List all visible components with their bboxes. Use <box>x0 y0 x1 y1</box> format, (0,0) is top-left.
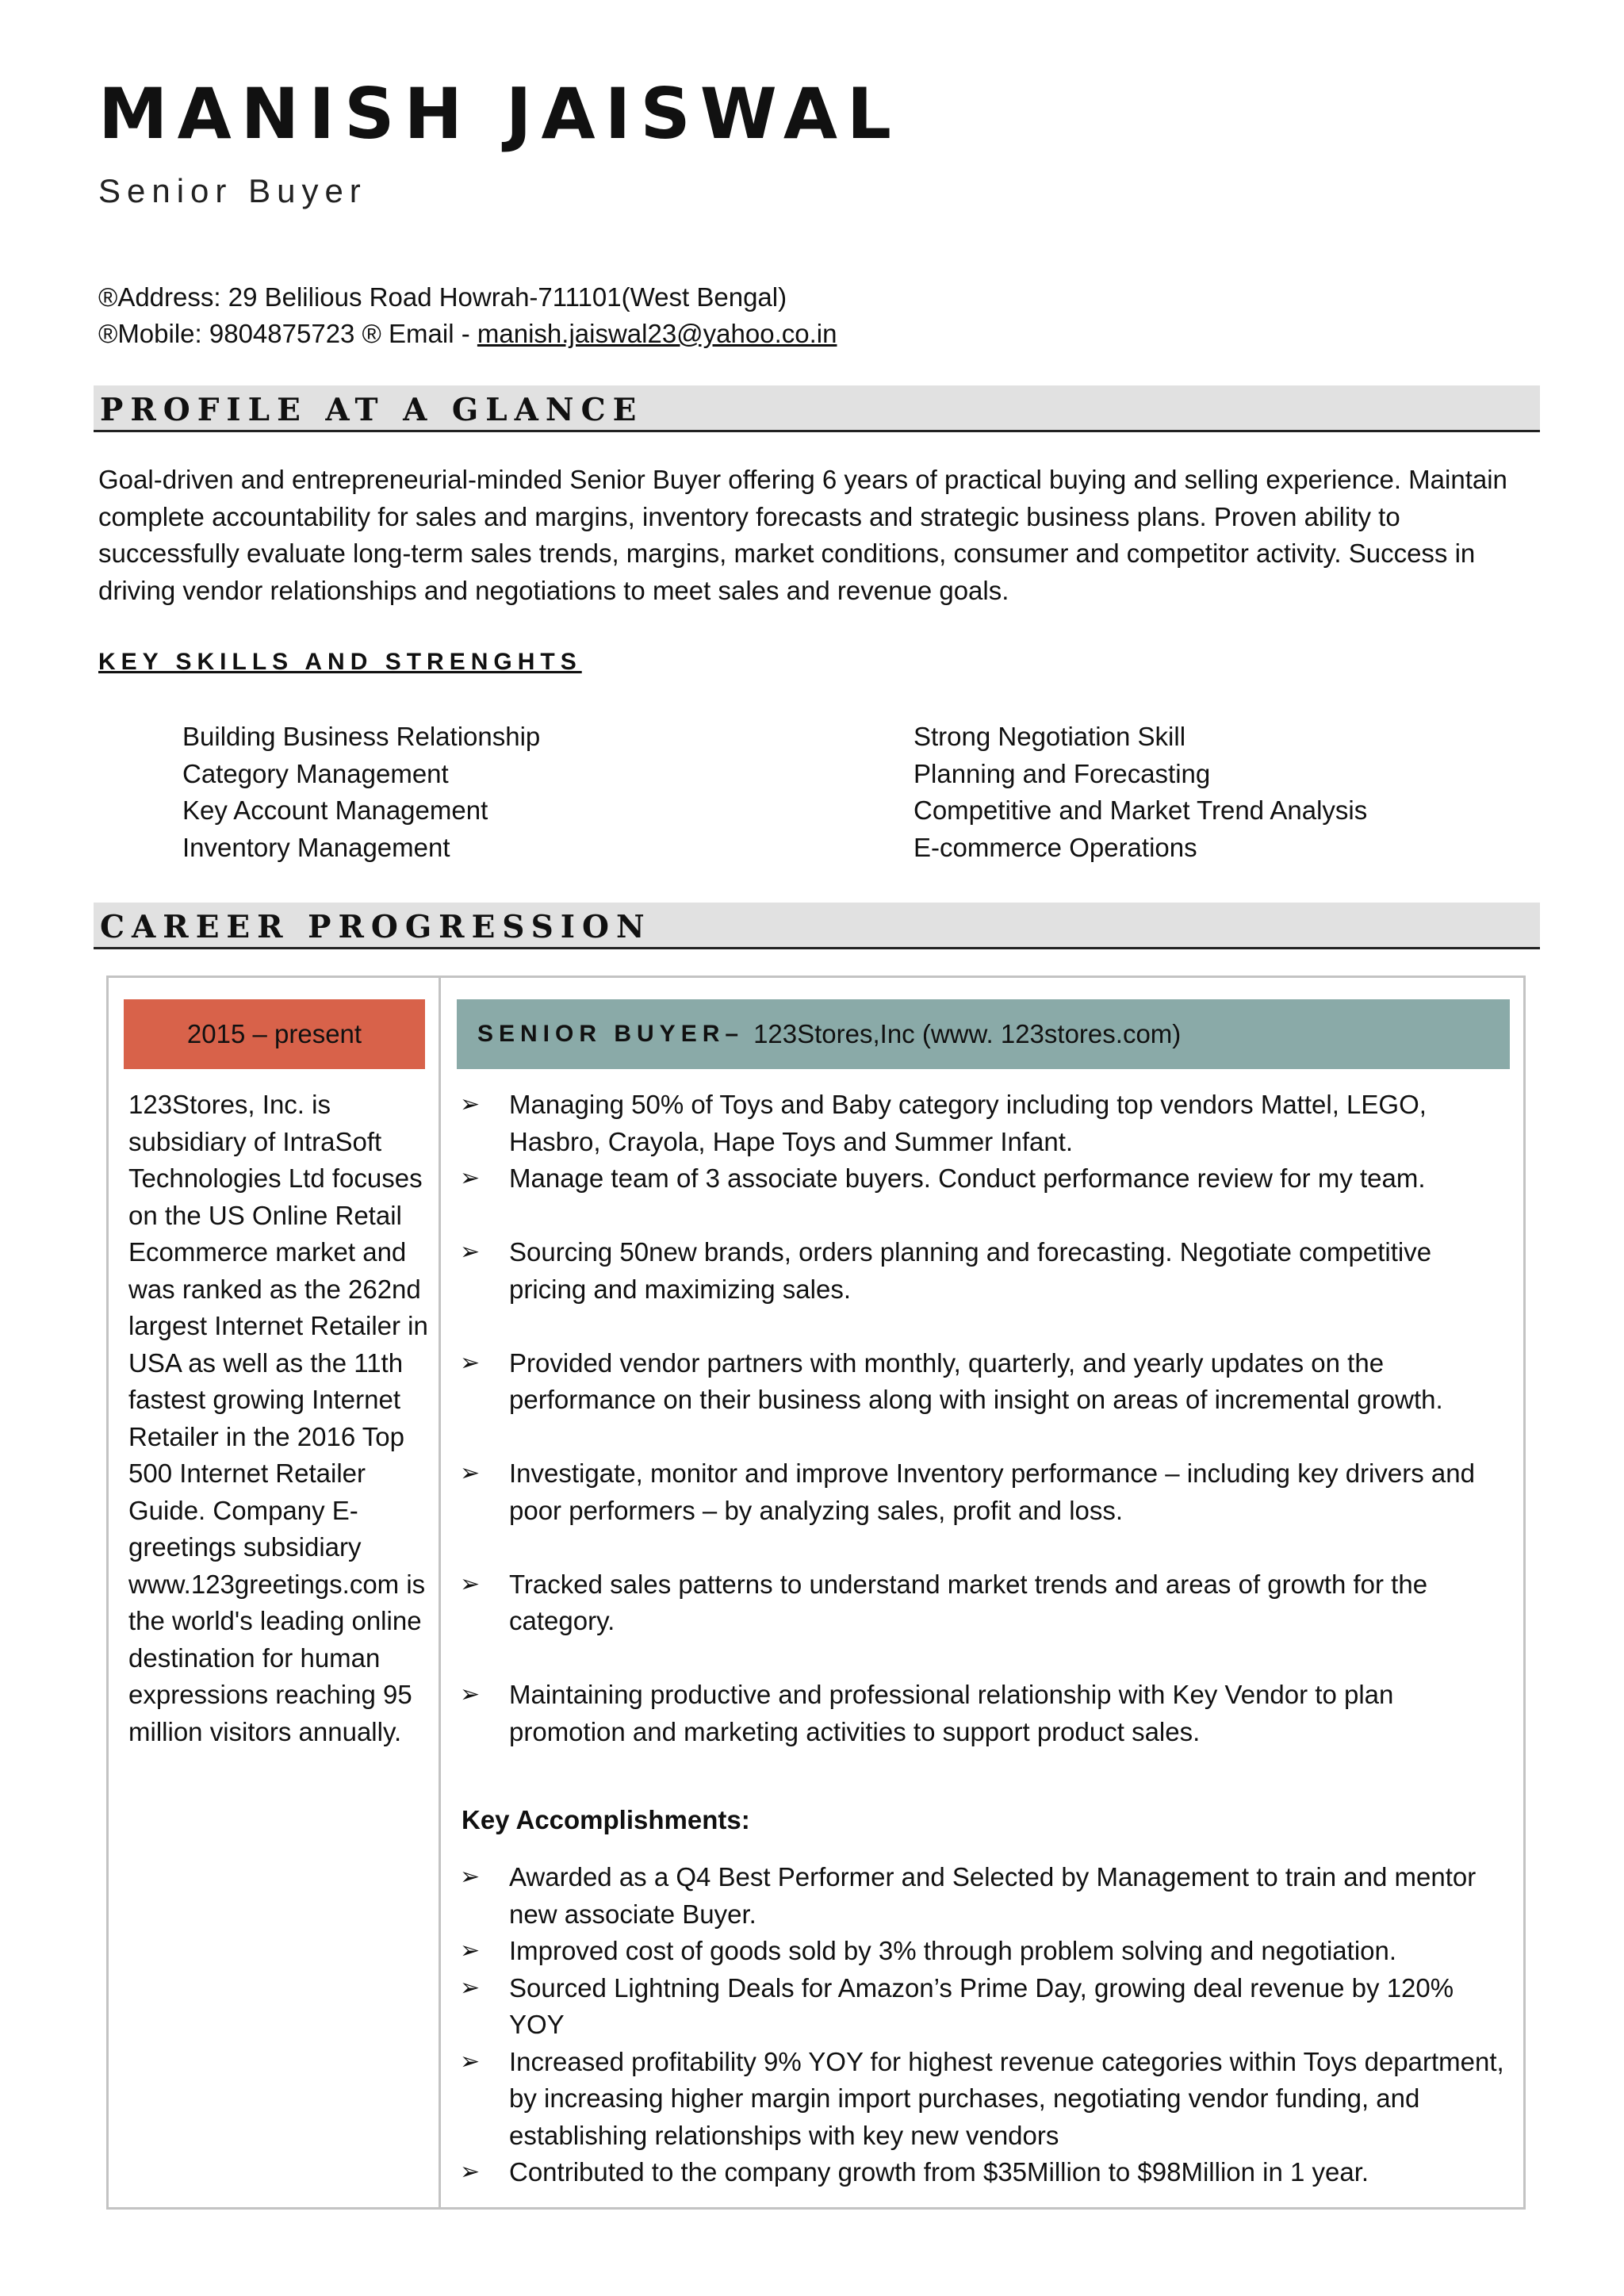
duties-list <box>460 1087 1515 1750</box>
arrow-bullet-icon: ➢ <box>460 1349 481 1376</box>
arrow-bullet-icon: ➢ <box>460 1974 481 2001</box>
arrow-bullet-icon: ➢ <box>460 1681 481 1708</box>
email-link[interactable]: manish.jaiswal23@yahoo.co.in <box>477 319 837 348</box>
duty-text: Maintaining productive and professional relationship with Key Vendor to plan promotion and marketing activities to support product sales. <box>509 1680 1394 1746</box>
arrow-bullet-icon: ➢ <box>460 1864 481 1890</box>
accomplishment-text: Increased profitability 9% YOY for highest revenue categories within Toys department, by increasing higher margin import purchases, negotiating vendor funding, and establishing relationships with key new vendors <box>509 2046 1504 2150</box>
role-company: 123Stores,Inc (www. 123stores.com) <box>753 1019 1182 1048</box>
accomplishment-item <box>460 1933 1515 1970</box>
candidate-name: MANISH JAISWAL <box>98 73 901 155</box>
duty-text: Provided vendor partners with monthly, quarterly, and yearly updates on the performance on their business along with insight on areas of incremental growth. <box>509 1347 1443 1414</box>
role-title: SENIOR BUYER– <box>477 1021 745 1047</box>
accomplishments-list <box>460 1859 1515 2191</box>
profile-section-bar <box>94 385 1540 432</box>
accomplishments-heading: Key Accomplishments: <box>462 1805 750 1834</box>
arrow-bullet-icon: ➢ <box>460 1091 481 1117</box>
skills-list-left <box>182 719 540 866</box>
duty-item <box>460 1234 1515 1308</box>
skill-item: Planning and Forecasting <box>914 758 1211 788</box>
candidate-title: Senior Buyer <box>98 172 367 209</box>
accomplishment-text: Improved cost of goods sold by 3% through problem solving and negotiation. <box>509 1936 1397 1965</box>
skill-item: Key Account Management <box>182 795 488 825</box>
skill-item: Inventory Management <box>182 832 450 862</box>
skills-list-right <box>914 719 1367 866</box>
duty-item <box>460 1677 1515 1750</box>
company-description: 123Stores, Inc. is subsidiary of IntraSoft Technologies Ltd focuses on the US Online Retail Ecommerce market and was ranked as the 262nd largest Internet Retailer in USA as well as the 11th fastest growing Internet Retailer in the 2016 Top 500 Internet Retailer Guide. Company E-greetings subsidiary www.123greetings.com is the world's leading online destination for human expressions reaching 95 million visitors annually. <box>128 1090 428 1746</box>
accomplishment-text: Awarded as a Q4 Best Performer and Selected by Management to train and mentor new associate Buyer. <box>509 1862 1477 1929</box>
career-heading: CAREER PROGRESSION <box>100 909 652 945</box>
arrow-bullet-icon: ➢ <box>460 1938 481 1964</box>
arrow-bullet-icon: ➢ <box>460 1239 481 1265</box>
accomplishment-item <box>460 1859 1515 1933</box>
skills-heading: KEY SKILLS AND STRENGHTS <box>98 649 582 675</box>
duty-item <box>460 1160 1515 1198</box>
duty-text: Investigate, monitor and improve Inventory performance – including key drivers and poor performers – by analyzing sales, profit and loss. <box>509 1458 1475 1525</box>
profile-summary: Goal-driven and entrepreneurial-minded Senior Buyer offering 6 years of practical buying and selling experience. Maintain complete accountability for sales and margins, inventory forecasts and strategic business plans. Proven ability to successfully evaluate long-term sales trends, margins, market conditions, consumer and competitor activity. Success in driving vendor relationships and negotiations to meet sales and revenue goals. <box>98 465 1507 605</box>
skill-item: Category Management <box>182 758 449 788</box>
skill-item: Strong Negotiation Skill <box>914 722 1186 751</box>
duty-text: Manage team of 3 associate buyers. Conduct performance review for my team. <box>509 1163 1426 1193</box>
arrow-bullet-icon: ➢ <box>460 2159 481 2185</box>
accomplishment-item <box>460 2154 1515 2191</box>
skill-item: E-commerce Operations <box>914 832 1197 862</box>
arrow-bullet-icon: ➢ <box>460 1460 481 1486</box>
accomplishment-item <box>460 2044 1515 2155</box>
duty-item <box>460 1087 1515 1160</box>
career-column-divider <box>439 976 441 2210</box>
duty-item <box>460 1566 1515 1640</box>
mobile-email-line <box>98 320 837 347</box>
accomplishment-text: Contributed to the company growth from $35Million to $98Million in 1 year. <box>509 2157 1369 2187</box>
duty-text: Managing 50% of Toys and Baby category including top vendors Mattel, LEGO, Hasbro, Crayola, Hape Toys and Summer Infant. <box>509 1090 1427 1156</box>
duty-text: Tracked sales patterns to understand market trends and areas of growth for the category. <box>509 1569 1428 1635</box>
skill-item: Competitive and Market Trend Analysis <box>914 795 1368 825</box>
arrow-bullet-icon: ➢ <box>460 2048 481 2075</box>
career-section-bar <box>94 903 1540 949</box>
date-range-badge: 2015 – present <box>124 999 425 1069</box>
accomplishment-text: Sourced Lightning Deals for Amazon’s Prime Day, growing deal revenue by 120% YOY <box>509 1972 1454 2039</box>
duty-text: Sourcing 50new brands, orders planning and forecasting. Negotiate competitive pricing and maximizing sales. <box>509 1237 1432 1304</box>
duty-item <box>460 1455 1515 1529</box>
address-line: ®Address: 29 Belilious Road Howrah-711101(West Bengal) <box>98 282 787 312</box>
profile-heading: PROFILE AT A GLANCE <box>100 392 644 428</box>
skill-item: Building Business Relationship <box>182 722 541 751</box>
mobile-text: ®Mobile: 9804875723 ® Email - <box>98 319 477 348</box>
role-header <box>457 999 1510 1069</box>
duty-item <box>460 1345 1515 1419</box>
accomplishment-item <box>460 1970 1515 2044</box>
arrow-bullet-icon: ➢ <box>460 1165 481 1191</box>
arrow-bullet-icon: ➢ <box>460 1570 481 1597</box>
